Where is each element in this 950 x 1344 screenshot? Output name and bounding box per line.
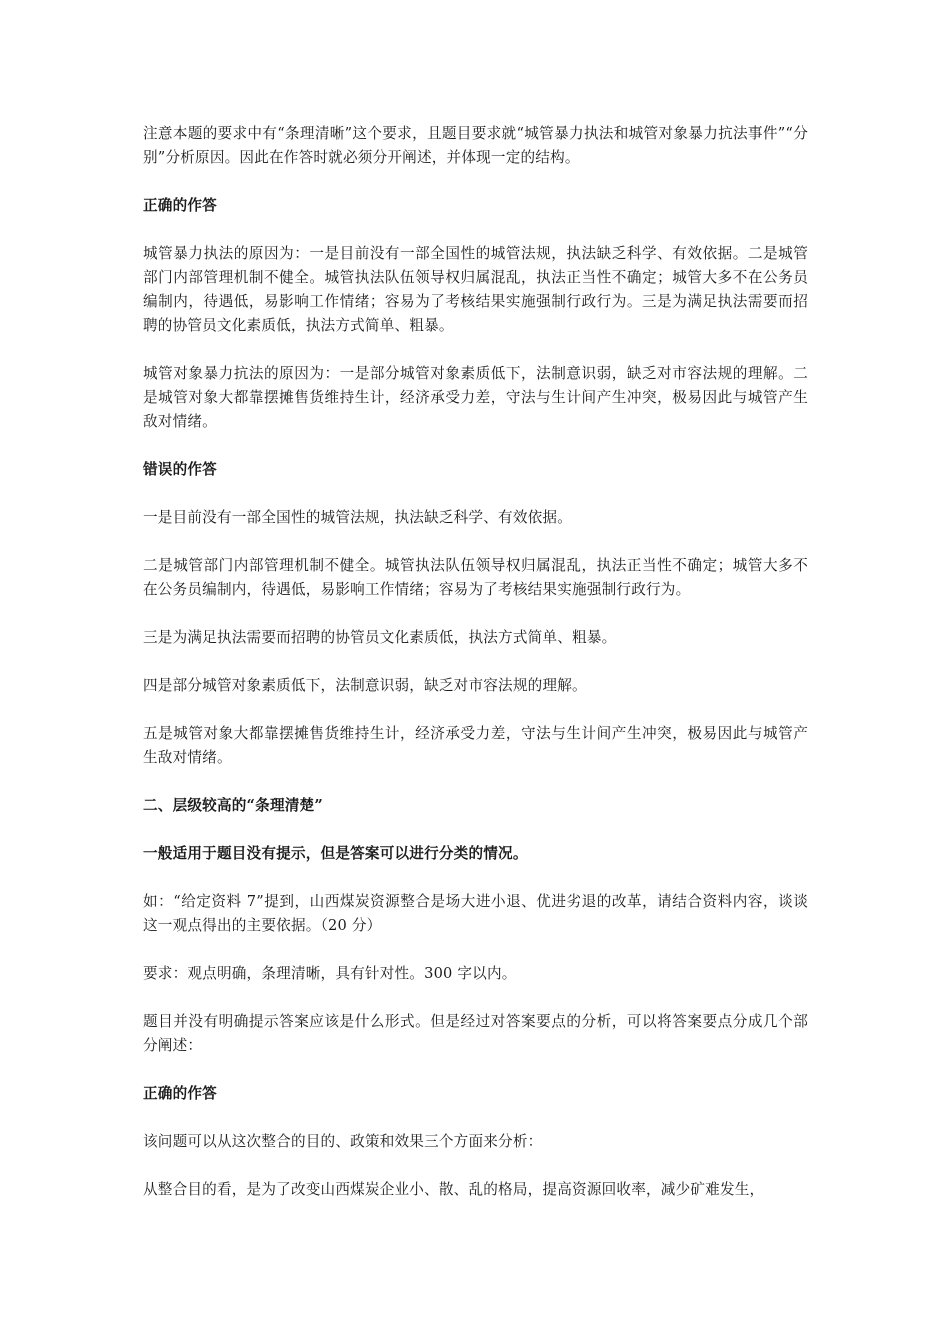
paragraph-requirements: 要求：观点明确，条理清晰，具有针对性。300 字以内。 (143, 965, 517, 982)
paragraph-point-3: 三是为满足执法需要而招聘的协管员文化素质低，执法方式简单、粗暴。 (143, 629, 617, 646)
paragraph-analysis: 题目并没有明确提示答案应该是什么形式。但是经过对答案要点的分析，可以将答案要点分成几个部分阐述： (143, 1013, 808, 1054)
section-heading-2: 二、层级较高的“条理清楚” (143, 797, 323, 814)
heading-correct-answer: 正确的作答 (143, 197, 217, 214)
section-subheading: 一般适用于题目没有提示，但是答案可以进行分类的情况。 (143, 845, 528, 862)
paragraph-resistance-causes: 城管对象暴力抗法的原因为：一是部分城管对象素质低下，法制意识弱，缺乏对市容法规的理解。二是城管对象大都靠摆摊售货维持生计，经济承受力差，守法与生计间产生冲突，极易因此与城管产生敌对情绪。 (143, 365, 808, 430)
paragraph-three-aspects: 该问题可以从这次整合的目的、政策和效果三个方面来分析： (143, 1133, 543, 1150)
paragraph-intro: 注意本题的要求中有“条理清晰”这个要求，且题目要求就“城管暴力执法和城管对象暴力抗法事件”“分别”分析原因。因此在作答时就必须分开阐述，并体现一定的结构。 (143, 125, 808, 166)
paragraph-point-4: 四是部分城管对象素质低下，法制意识弱，缺乏对市容法规的理解。 (143, 677, 587, 694)
paragraph-point-1: 一是目前没有一部全国性的城管法规，执法缺乏科学、有效依据。 (143, 509, 573, 526)
document-page (143, 122, 808, 1226)
paragraph-integration-purpose: 从整合目的看，是为了改变山西煤炭企业小、散、乱的格局，提高资源回收率，减少矿难发生， (143, 1181, 765, 1198)
paragraph-point-2: 二是城管部门内部管理机制不健全。城管执法队伍领导权归属混乱，执法正当性不确定；城管大多不在公务员编制内，待遇低，易影响工作情绪；容易为了考核结果实施强制行政行为。 (143, 557, 808, 598)
paragraph-example-question: 如：“给定资料 7”提到，山西煤炭资源整合是场大进小退、优进劣退的改革，请结合资料内容，谈谈这一观点得出的主要依据。（20 分） (143, 893, 808, 934)
heading-correct-answer-2: 正确的作答 (143, 1085, 217, 1102)
paragraph-point-5: 五是城管对象大都靠摆摊售货维持生计，经济承受力差，守法与生计间产生冲突，极易因此与城管产生敌对情绪。 (143, 725, 808, 766)
heading-wrong-answer: 错误的作答 (143, 461, 217, 478)
paragraph-enforcement-causes: 城管暴力执法的原因为：一是目前没有一部全国性的城管法规，执法缺乏科学、有效依据。二是城管部门内部管理机制不健全。城管执法队伍领导权归属混乱，执法正当性不确定；城管大多不在公务员编制内，待遇低，易影响工作情绪；容易为了考核结果实施强制行政行为。三是为满足执法需要而招聘的协管员文化素质低，执法方式简单、粗暴。 (143, 245, 808, 334)
